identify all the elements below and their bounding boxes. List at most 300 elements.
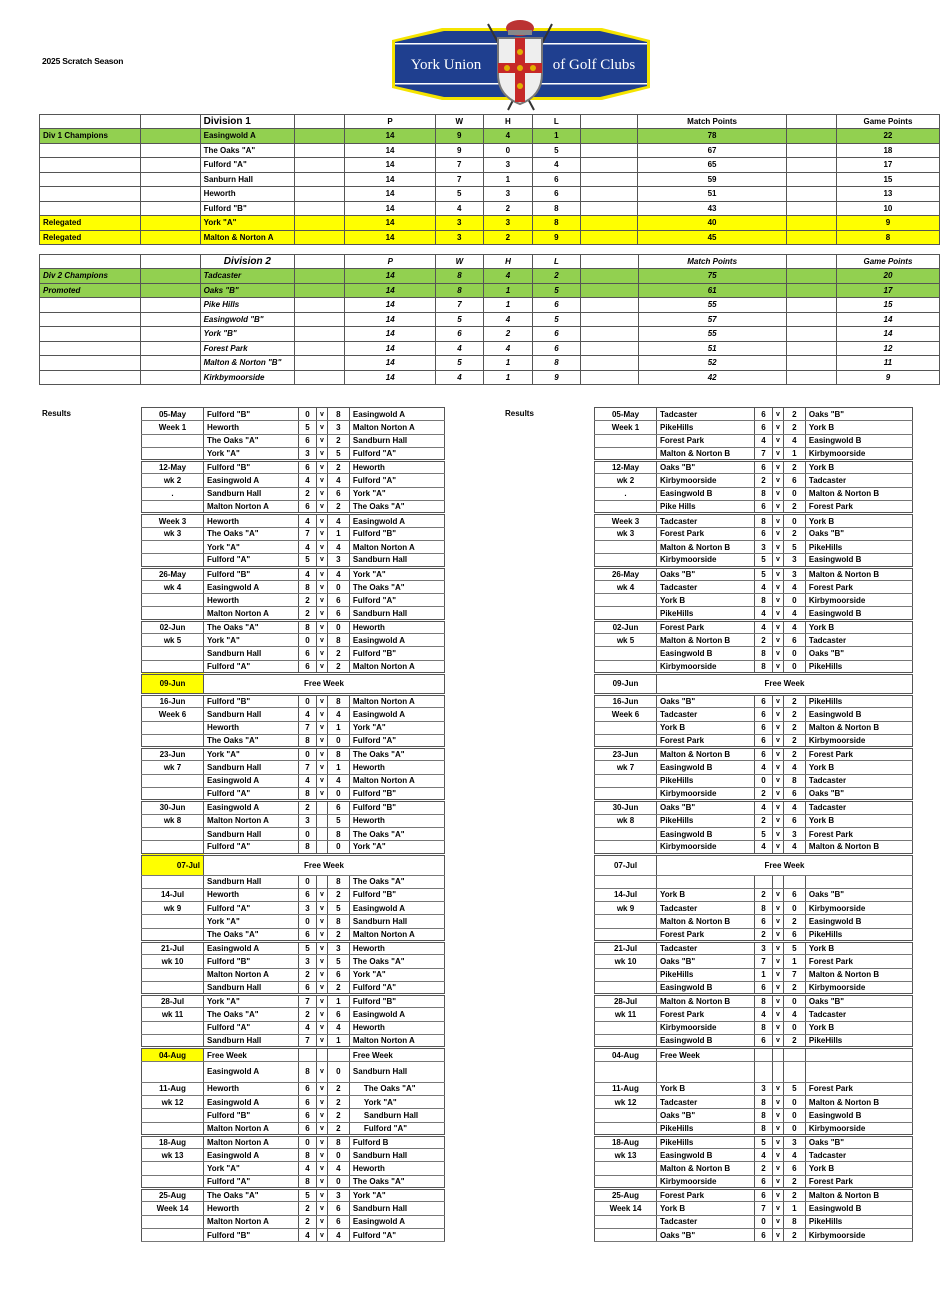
game-points-value: 15 [836, 298, 939, 313]
away-score [783, 1061, 805, 1082]
fixture-row [142, 734, 445, 747]
home-score: 7 [299, 1035, 317, 1048]
versus-label: v [773, 594, 784, 607]
week-date [142, 607, 204, 620]
away-score: 4 [783, 1149, 805, 1162]
home-score: 2 [299, 1008, 317, 1021]
away-score: 8 [327, 827, 349, 840]
away-team: York B [805, 620, 912, 633]
lost-value: 9 [533, 370, 581, 385]
away-score: 0 [783, 594, 805, 607]
blank-cell [295, 341, 345, 356]
home-team: York "A" [204, 748, 299, 761]
away-team: Tadcaster [805, 774, 912, 787]
home-score: 6 [755, 721, 773, 734]
away-score: 6 [783, 474, 805, 487]
week-date: wk 10 [595, 955, 657, 968]
fixture-row [142, 928, 445, 941]
week-date [595, 660, 657, 673]
home-team: The Oaks "A" [204, 1189, 299, 1202]
home-team: Tadcaster [657, 1215, 755, 1228]
away-team: Forest Park [805, 827, 912, 840]
versus-label: v [317, 1228, 328, 1241]
away-score: 4 [783, 620, 805, 633]
home-team: Oaks "B" [657, 694, 755, 707]
won-value: 5 [436, 312, 484, 327]
away-team: York B [805, 814, 912, 827]
fixture-row [595, 408, 913, 421]
home-team: Fulford "B" [204, 567, 299, 580]
week-date [142, 734, 204, 747]
column-header-w: W [436, 255, 484, 269]
away-team: Heworth [349, 761, 444, 774]
versus-label: v [317, 647, 328, 660]
away-score: 8 [327, 915, 349, 928]
away-team: Kirbymoorside [805, 734, 912, 747]
versus-label: v [773, 955, 784, 968]
lost-value: 6 [533, 298, 581, 313]
fixture-row [595, 827, 913, 840]
week-date: 25-Aug [142, 1189, 204, 1202]
fixture-row [142, 941, 445, 954]
away-team: York "A" [349, 968, 444, 981]
away-team: Sandburn Hall [349, 434, 444, 447]
game-points-value: 18 [836, 143, 939, 158]
away-score: 2 [783, 408, 805, 421]
status-cell: Relegated [40, 230, 141, 245]
week-date: wk 9 [142, 902, 204, 915]
versus-label [317, 841, 328, 854]
home-score: 3 [299, 447, 317, 460]
free-week-row [142, 673, 445, 694]
fixture-row [142, 434, 445, 447]
standings-row [40, 370, 940, 385]
away-team: Easingwold A [349, 708, 444, 721]
home-team: Kirbymoorside [657, 1021, 755, 1034]
week-date: 05-May [595, 408, 657, 421]
blank-header-cell [140, 255, 200, 269]
week-date [595, 875, 657, 888]
versus-label: v [317, 408, 328, 421]
home-team: Tadcaster [657, 902, 755, 915]
fixture-row [595, 1082, 913, 1095]
versus-label: v [317, 915, 328, 928]
home-score: 0 [755, 774, 773, 787]
fixture-row [595, 721, 913, 734]
away-score: 4 [783, 580, 805, 593]
week-date: 30-Jun [142, 801, 204, 814]
versus-label: v [317, 788, 328, 801]
played-value: 14 [345, 187, 436, 202]
home-score: 5 [755, 567, 773, 580]
versus-label: v [317, 955, 328, 968]
division-2-table [39, 254, 940, 385]
home-team: York "A" [204, 447, 299, 460]
blank-cell [140, 216, 200, 231]
week-date [142, 1109, 204, 1122]
versus-label [773, 875, 784, 888]
away-score: 2 [783, 501, 805, 514]
week-date: . [142, 487, 204, 500]
away-team: The Oaks "A" [349, 827, 444, 840]
standings-row [40, 129, 940, 144]
fixture-row [142, 708, 445, 721]
home-score: 2 [299, 968, 317, 981]
blank-header-cell [786, 115, 836, 129]
week-date: 04-Aug [595, 1048, 657, 1061]
column-header-w: W [435, 115, 483, 129]
free-week-row [595, 854, 913, 875]
home-team: Sandburn Hall [204, 1035, 299, 1048]
away-team: PikeHills [805, 928, 912, 941]
week-date: wk 5 [595, 634, 657, 647]
home-score: 6 [755, 915, 773, 928]
fixture-row [595, 1162, 913, 1175]
versus-label: v [773, 461, 784, 474]
away-team: Oaks "B" [805, 995, 912, 1008]
week-date: 07-Jul [142, 854, 204, 875]
versus-label: v [773, 1162, 784, 1175]
away-team: Easingwold B [805, 607, 912, 620]
home-team: Fulford "A" [204, 554, 299, 567]
home-score: 8 [755, 647, 773, 660]
won-value: 7 [435, 158, 483, 173]
versus-label: v [773, 1021, 784, 1034]
home-score [299, 1048, 317, 1061]
home-score: 8 [755, 1095, 773, 1108]
home-team: PikeHills [657, 1122, 755, 1135]
week-date: wk 8 [142, 814, 204, 827]
status-header-cell [40, 115, 141, 129]
fixture-row [142, 1202, 445, 1215]
match-points-value: 51 [638, 341, 786, 356]
home-team: Forest Park [657, 527, 755, 540]
away-score: 2 [327, 1109, 349, 1122]
versus-label: v [317, 708, 328, 721]
away-score: 0 [327, 620, 349, 633]
away-team: Heworth [349, 620, 444, 633]
versus-label: v [317, 447, 328, 460]
played-value: 14 [345, 298, 436, 313]
week-date: wk 5 [142, 634, 204, 647]
home-team: York "A" [204, 995, 299, 1008]
status-cell: Promoted [40, 283, 141, 298]
away-team: Sandburn Hall [349, 1061, 444, 1082]
week-date [595, 1215, 657, 1228]
away-score: 6 [783, 928, 805, 941]
week-date [595, 540, 657, 553]
home-team: Easingwold B [657, 1149, 755, 1162]
versus-label: v [773, 1135, 784, 1148]
versus-label: v [773, 607, 784, 620]
week-date: wk 8 [595, 814, 657, 827]
halved-value: 2 [483, 327, 532, 342]
away-team: Malton & Norton B [805, 567, 912, 580]
away-team: Heworth [349, 1162, 444, 1175]
home-team: Malton Norton A [204, 501, 299, 514]
fixture-row [595, 694, 913, 707]
away-score: 5 [327, 814, 349, 827]
won-value: 8 [436, 283, 484, 298]
fixture-row [142, 514, 445, 527]
away-score: 6 [783, 814, 805, 827]
division-1-table [39, 114, 940, 245]
blank-cell [294, 230, 344, 245]
blank-cell [786, 341, 836, 356]
standings-row [40, 172, 940, 187]
home-team: Tadcaster [657, 580, 755, 593]
away-score: 4 [327, 1162, 349, 1175]
versus-label: v [317, 461, 328, 474]
away-team: Kirbymoorside [805, 902, 912, 915]
status-cell [40, 356, 141, 371]
team-name: Forest Park [200, 341, 295, 356]
away-score: 4 [327, 514, 349, 527]
away-score: 2 [783, 1189, 805, 1202]
won-value: 5 [435, 187, 483, 202]
week-date: 02-Jun [142, 620, 204, 633]
fixture-row [595, 968, 913, 981]
match-points-value: 55 [638, 298, 786, 313]
week-date: 09-Jun [142, 673, 204, 694]
home-team: The Oaks "A" [204, 527, 299, 540]
versus-label: v [317, 1109, 328, 1122]
fixture-row [142, 620, 445, 633]
versus-label: v [773, 928, 784, 941]
away-score: 2 [783, 421, 805, 434]
blank-cell [140, 230, 200, 245]
won-value: 4 [436, 370, 484, 385]
week-date [142, 1021, 204, 1034]
fixture-row [142, 761, 445, 774]
home-score: 8 [299, 1149, 317, 1162]
home-score [755, 875, 773, 888]
home-score: 5 [755, 827, 773, 840]
status-cell [40, 172, 141, 187]
away-team: Fulford "A" [349, 734, 444, 747]
home-score: 8 [755, 514, 773, 527]
lost-value: 8 [533, 356, 581, 371]
home-team: The Oaks "A" [204, 434, 299, 447]
versus-label: v [317, 620, 328, 633]
away-score: 2 [783, 708, 805, 721]
home-score: 4 [755, 607, 773, 620]
away-team: Fulford B [349, 1135, 444, 1148]
fixture-row [142, 748, 445, 761]
home-score: 1 [755, 968, 773, 981]
versus-label [317, 1048, 328, 1061]
home-team: PikeHills [657, 968, 755, 981]
home-team: Sandburn Hall [204, 487, 299, 500]
blank-cell [294, 216, 344, 231]
away-team: York "A" [349, 1095, 444, 1108]
week-date [595, 774, 657, 787]
away-score: 1 [327, 995, 349, 1008]
home-team: Free Week [204, 1048, 299, 1061]
home-score: 4 [755, 801, 773, 814]
home-team: Fulford "B" [204, 694, 299, 707]
week-date: wk 12 [595, 1095, 657, 1108]
fixture-row [595, 461, 913, 474]
status-cell [40, 327, 141, 342]
away-score: 4 [327, 774, 349, 787]
blank-cell [295, 283, 345, 298]
away-score: 6 [783, 634, 805, 647]
standings-row [40, 158, 940, 173]
away-team: Easingwold A [349, 634, 444, 647]
blank-cell [786, 230, 836, 245]
away-team: York B [805, 514, 912, 527]
blank-cell [580, 172, 638, 187]
team-name: The Oaks "A" [200, 143, 294, 158]
away-team: Easingwold B [805, 554, 912, 567]
halved-value: 4 [483, 129, 532, 144]
fixture-row [595, 1109, 913, 1122]
status-cell [40, 298, 141, 313]
blank-header-cell [140, 115, 200, 129]
fixture-row [142, 540, 445, 553]
match-points-value: 75 [638, 269, 786, 284]
halved-value: 1 [483, 298, 532, 313]
versus-label: v [317, 1008, 328, 1021]
away-team: Tadcaster [805, 634, 912, 647]
away-team: The Oaks "A" [349, 955, 444, 968]
standings-row [40, 356, 940, 371]
home-team: Malton & Norton B [657, 1162, 755, 1175]
standings-row [40, 187, 940, 202]
home-team: Fulford "B" [204, 1228, 299, 1241]
versus-label: v [317, 1215, 328, 1228]
fixture-row [595, 1048, 913, 1061]
week-date: 16-Jun [595, 694, 657, 707]
week-date: Week 1 [595, 421, 657, 434]
fixture-row [595, 1061, 913, 1082]
versus-label: v [317, 995, 328, 1008]
versus-label: v [773, 447, 784, 460]
home-score: 8 [755, 902, 773, 915]
home-score: 4 [755, 620, 773, 633]
home-team: Forest Park [657, 434, 755, 447]
home-score: 4 [755, 1008, 773, 1021]
match-points-value: 55 [638, 327, 786, 342]
away-score: 6 [327, 801, 349, 814]
home-team: Fulford "B" [204, 1109, 299, 1122]
versus-label: v [773, 1215, 784, 1228]
home-team: Oaks "B" [657, 461, 755, 474]
played-value: 14 [345, 341, 436, 356]
away-score: 0 [327, 1149, 349, 1162]
played-value: 14 [345, 216, 436, 231]
week-date [142, 1122, 204, 1135]
home-team: Malton Norton A [204, 607, 299, 620]
fixture-row [595, 554, 913, 567]
versus-label: v [317, 421, 328, 434]
fixture-row [595, 928, 913, 941]
home-score: 6 [299, 981, 317, 994]
away-team: Fulford "B" [349, 527, 444, 540]
game-points-value: 22 [836, 129, 939, 144]
week-date: 11-Aug [595, 1082, 657, 1095]
week-date [595, 841, 657, 854]
away-team: York B [805, 1162, 912, 1175]
fixture-row [142, 995, 445, 1008]
away-score: 3 [327, 421, 349, 434]
game-points-value: 15 [836, 172, 939, 187]
versus-label [317, 875, 328, 888]
away-team: Fulford "A" [349, 1228, 444, 1241]
away-score: 8 [327, 694, 349, 707]
status-cell [40, 201, 141, 216]
fixture-row [142, 788, 445, 801]
away-score: 2 [783, 694, 805, 707]
versus-label: v [773, 761, 784, 774]
home-team: Heworth [204, 888, 299, 901]
fixture-row [595, 1095, 913, 1108]
away-team: Malton Norton A [349, 694, 444, 707]
home-score: 3 [755, 540, 773, 553]
week-date [142, 554, 204, 567]
team-name: Malton & Norton A [200, 230, 294, 245]
home-team: Forest Park [657, 620, 755, 633]
week-date [142, 1228, 204, 1241]
away-score: 8 [783, 774, 805, 787]
fixture-row [595, 1228, 913, 1241]
versus-label: v [773, 647, 784, 660]
away-team: Heworth [349, 941, 444, 954]
home-score [755, 1048, 773, 1061]
home-team: PikeHills [657, 607, 755, 620]
home-team: The Oaks "A" [204, 734, 299, 747]
fixture-row [142, 1215, 445, 1228]
played-value: 14 [345, 327, 436, 342]
versus-label: v [317, 1082, 328, 1095]
away-score: 0 [327, 1175, 349, 1188]
team-name: Oaks "B" [200, 283, 295, 298]
away-team: Kirbymoorside [805, 1122, 912, 1135]
blank-cell [786, 201, 836, 216]
home-team: Fulford "A" [204, 1021, 299, 1034]
versus-label: v [773, 941, 784, 954]
away-team: Sandburn Hall [349, 1202, 444, 1215]
versus-label: v [317, 1021, 328, 1034]
week-date: wk 12 [142, 1095, 204, 1108]
away-score: 6 [327, 1202, 349, 1215]
played-value: 14 [345, 312, 436, 327]
match-points-value: 57 [638, 312, 786, 327]
home-score: 7 [299, 721, 317, 734]
won-value: 4 [435, 201, 483, 216]
home-team: York B [657, 1202, 755, 1215]
fixture-row [595, 875, 913, 888]
home-score: 4 [755, 841, 773, 854]
away-team: Easingwold B [805, 708, 912, 721]
versus-label: v [773, 694, 784, 707]
won-value: 9 [435, 129, 483, 144]
away-score: 0 [783, 1109, 805, 1122]
week-date [595, 1175, 657, 1188]
away-team: Fulford "A" [349, 981, 444, 994]
away-score: 8 [783, 1215, 805, 1228]
fixture-row [595, 941, 913, 954]
blank-cell [786, 298, 836, 313]
home-team: Fulford "A" [204, 1175, 299, 1188]
home-score: 7 [755, 955, 773, 968]
blank-cell [140, 269, 200, 284]
week-date [595, 1109, 657, 1122]
home-team: York "A" [204, 540, 299, 553]
away-score: 2 [327, 981, 349, 994]
away-score: 4 [327, 708, 349, 721]
